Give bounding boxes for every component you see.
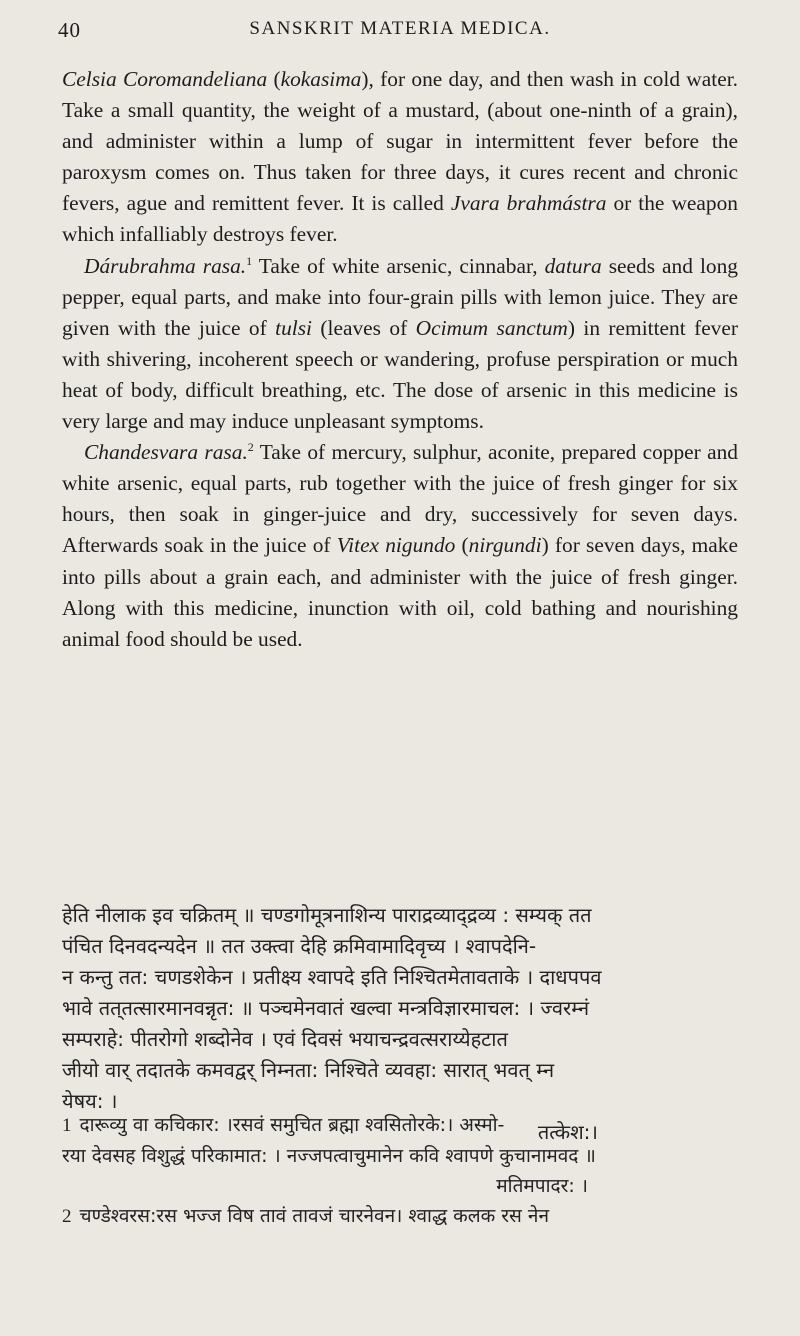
text-run: or the weapon which infalliably destroys fever. <box>62 191 738 247</box>
text-run: tulsi <box>275 315 313 340</box>
text-run: ) in remittent fever with shivering, incoherent speech or wandering, profuse perspiration or much heat of body, difficult breathing, etc. The dose of arsenic in this medicine is very large and may induce unpleasant symptoms. <box>62 315 738 434</box>
text-run: ( <box>455 533 469 558</box>
verse-line: न कन्तु तत: चणडशेकेन । प्रतीक्ष्य श्वापदे इति निश्चितमेतावताके । दाधपपव <box>62 965 602 989</box>
text-run: ) for seven days, make into pills about a grain each, and administer with the juice of fresh ginger. Along with this medicine, inunction with oil, cold bathing and nourishing animal food should be used. <box>62 533 738 651</box>
footnote-ref: 1 <box>246 253 253 268</box>
verse-line: पंचित दिनवदन्यदेन ॥ तत उक्त्वा देहि क्रमिवामादिवृच्य । श्वापदेनि- <box>62 934 537 958</box>
text-run: Celsia Coromandeliana <box>62 67 268 91</box>
footnote-text: रया देवसह विशुद्धं परिकामात: । नज्जपत्वाचुमानेन कवि श्वापणे कुचानामवद ॥ <box>62 1145 596 1167</box>
footnote-line <box>62 1201 738 1232</box>
text-run: seeds and long pepper, equal parts, and make into four-grain pills with lemon juice. They are given with the juice of <box>62 253 738 340</box>
footnotes <box>62 1110 738 1232</box>
text-run: nirgundi <box>468 533 542 558</box>
text-run: Chandesvara rasa. <box>84 440 248 465</box>
verse-line: जीयो वार्‌ तदातके कमवद्वर् निम्नता: निश्चिते व्यवहा: सारात् भवत्‌ म्न <box>62 1058 555 1082</box>
paragraph <box>62 437 738 655</box>
text-run: Vitex nigundo <box>336 533 456 558</box>
footnote-number: 2 <box>62 1206 72 1227</box>
text-run: Dárubrahma rasa. <box>84 253 247 278</box>
footnote-line <box>62 1141 738 1171</box>
text-run: ), for one day, and then wash in cold water. Take a small quantity, the weight of a mustard, (about one-ninth of a grain), and administer within a lump of sugar in intermittent fever before the paroxysm comes on. Thus taken for three days, it cures recent and chronic fevers, ague and remittent fever. It is called <box>62 67 738 216</box>
text-run: datura <box>544 253 602 278</box>
text-run: kokasima <box>280 67 362 91</box>
text-run: Ocimum sanctum <box>415 315 568 340</box>
footnote <box>62 1110 738 1201</box>
text-run: (leaves of <box>312 315 416 340</box>
main-text <box>62 64 738 655</box>
page-header <box>58 18 742 52</box>
text-run: Take of white arsenic, cinnabar, <box>252 253 545 278</box>
text-run: Take of mercury, sulphur, aconite, prepared copper and white arsenic, equal parts, rub together with the juice of fresh ginger for six hours, then soak in ginger-juice and dry, successively for seven days. Afterwards soak in the juice of <box>62 440 739 558</box>
footnote-line <box>62 1110 738 1141</box>
page-number: 40 <box>58 18 81 42</box>
text-run: ( <box>267 67 281 91</box>
verse-line: येषय: । <box>62 1089 118 1113</box>
running-title: SANSKRIT MATERIA MEDICA. <box>249 18 551 39</box>
verse-end: तत्केश:। <box>537 1120 598 1144</box>
footnote-text: चण्डेश्वरस:रस भज्ज विष तावं तावजं चारनेवन। श्वाद्ध कलक रस नेन <box>79 1205 550 1227</box>
paragraph <box>62 251 738 438</box>
footnote-end: मतिमपादर: । <box>496 1175 588 1197</box>
footnote-text: दारूव्यु वा कचिकार: ।रसवं समुचित ब्रह्मा श्वसितोरके:। अस्मो- <box>79 1114 505 1136</box>
paragraph <box>62 64 738 251</box>
verse-line: सम्पराहे: पीतरोगो शब्दोनेव । एवं दिवसं भयाचन्द्रवत्सराय्येहटात <box>62 1027 508 1051</box>
footnote-ref: 2 <box>247 440 254 454</box>
verse-line: भावे तत्‌तत्सारमानवन्नृत: ॥ पञ्चमेनवातं खल्वा मन्त्रविज्ञारमाचल: । ज्वरम्नं <box>62 996 590 1020</box>
text-run: Jvara brahmástra <box>450 191 607 216</box>
footnote <box>62 1201 738 1232</box>
footnote-number: 1 <box>62 1115 72 1136</box>
verse-line: हेति नीलाक इव चक्रितम् ॥ चण्डगोमूत्रनाशिन्य पाराद्रव्याद्द्रव्य : सम्यक् तत <box>62 903 592 927</box>
